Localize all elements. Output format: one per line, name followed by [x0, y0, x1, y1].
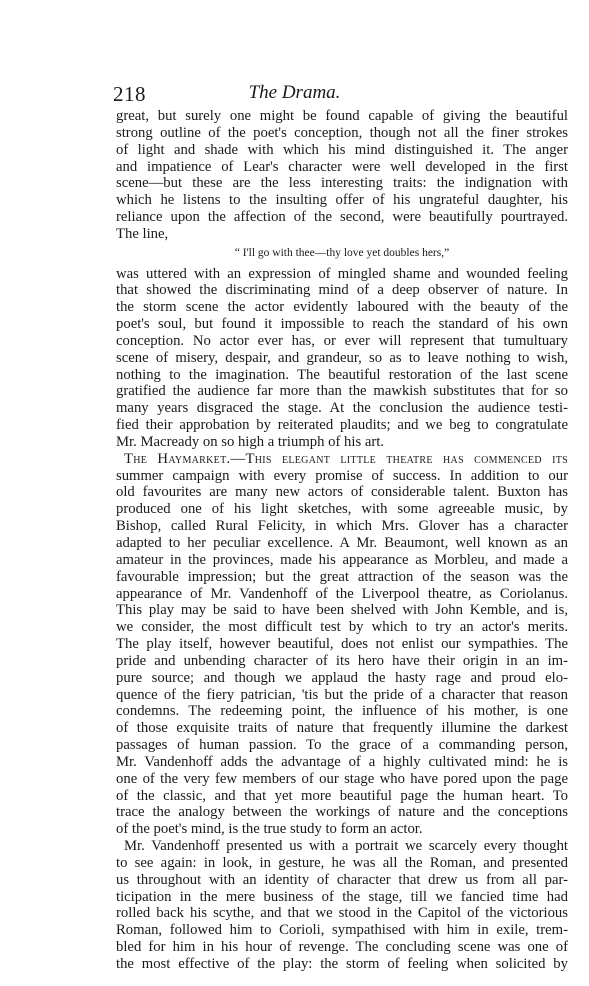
text-line: of light and shade with which his mind distinguished it. The anger — [116, 142, 568, 158]
text-line: trace the analogy between the workings of nature and the conceptions — [116, 804, 568, 820]
running-title: The Drama. — [248, 82, 341, 103]
text-line: appearance of Mr. Vandenhoff of the Liverpool theatre, as Coriolanus. — [116, 586, 568, 602]
page-header — [0, 0, 589, 110]
text-line: This play may be said to have been shelved with John Kemble, and is, — [116, 602, 568, 618]
text-line: quence of the fiery patrician, 'tis but the pride of a character that reason — [116, 687, 568, 703]
text-line: pure source; and though we applaud the hasty rage and proud elo- — [116, 670, 568, 686]
block-quote: “ I'll go with thee—thy love yet doubles hers,” — [234, 247, 450, 259]
text-line: old favourites are many new actors of considerable talent. Buxton has — [116, 484, 568, 500]
text-line: conception. No actor ever has, or ever will represent that tumultuary — [116, 333, 568, 349]
text-line: reliance upon the affection of the second, were beautifully pourtrayed. — [116, 209, 568, 225]
text-line: one of the very few members of our stage who have pored upon the page — [116, 771, 568, 787]
text-line: passages of human passion. To the grace of a commanding person, — [116, 737, 568, 753]
text-line: Mr. Vandenhoff presented us with a portrait we scarcely every thought — [124, 838, 568, 854]
text-line: condemns. The redeeming point, the influence of his mother, is one — [116, 703, 568, 719]
text-line: of the classic, and that yet more beautiful page the human heart. To — [116, 788, 568, 804]
text-line: and impatience of Lear's character were well developed in the first — [116, 159, 568, 175]
text-line: Mr. Macready on so high a triumph of his art. — [116, 434, 384, 450]
text-line: which he listens to the insulting offer of his ungrateful daughter, his — [116, 192, 568, 208]
text-line: us throughout with an identity of character that drew us from all par- — [116, 872, 568, 888]
text-line: produced one of his light sketches, with some agreeable music, by — [116, 501, 568, 517]
text-line: poet's soul, but found it impossible to reach the standard of his own — [116, 316, 568, 332]
text-line: The Haymarket.—This elegant little theatre has commenced its — [124, 451, 568, 467]
text-line: pride and unbending character of its hero have their origin in an im- — [116, 653, 568, 669]
text-line: we consider, the most difficult test by which to try an actor's merits. — [116, 619, 568, 635]
text-line: the storm scene the actor evidently laboured with the beauty of the — [116, 299, 568, 315]
text-line: The line, — [116, 226, 169, 242]
text-line: fied their approbation by reiterated plaudits; and we beg to congratulate — [116, 417, 568, 433]
text-line: nothing to the imagination. The beautiful restoration of the last scene — [116, 367, 568, 383]
text-line: gratified the audience far more than the mawkish substitutes that for so — [116, 383, 568, 399]
text-line: favourable impression; but the great attraction of the season was the — [116, 569, 568, 585]
text-line: Roman, followed him to Corioli, sympathised with him in exile, trem- — [116, 922, 568, 938]
text-line: that showed the discriminating mind of a deep observer of nature. In — [116, 282, 568, 298]
page-number: 218 — [113, 82, 146, 106]
text-line: rolled back his scythe, and that we stood in the Capitol of the victorious — [116, 905, 568, 921]
text-line: strong outline of the poet's conception, though not all the finer strokes — [116, 125, 568, 141]
text-line: scene of misery, despair, and grandeur, so as to leave nothing to wish, — [116, 350, 568, 366]
text-line: Bishop, called Rural Felicity, in which Mrs. Glover has a character — [116, 518, 568, 534]
text-line: scene—but these are the less interesting traits: the indignation with — [116, 175, 568, 191]
text-line: the most effective of the play: the storm of feeling when solicited by — [116, 956, 568, 972]
text-line: Mr. Vandenhoff adds the advantage of a highly cultivated mind: he is — [116, 754, 568, 770]
text-line: bled for him in his hour of revenge. The concluding scene was one of — [116, 939, 568, 955]
text-line: adapted to her peculiar excellence. A Mr. Beaumont, well known as an — [116, 535, 568, 551]
text-line: amateur in the provinces, made his appearance as Morbleu, and made a — [116, 552, 568, 568]
text-line: of the poet's mind, is the true study to form an actor. — [116, 821, 423, 837]
text-line: summer campaign with every promise of success. In addition to our — [116, 468, 568, 484]
text-line: of those exquisite traits of nature that frequently illumine the darkest — [116, 720, 568, 736]
text-line: was uttered with an expression of mingled shame and wounded feeling — [116, 266, 568, 282]
text-line: many years disgraced the stage. At the conclusion the audience testi- — [116, 400, 568, 416]
text-line: great, but surely one might be found capable of giving the beautiful — [116, 108, 568, 124]
text-line: to see again: in look, in gesture, he was all the Roman, and presented — [116, 855, 568, 871]
text-line: ticipation in the mere business of the stage, till we fancied time had — [116, 889, 568, 905]
text-line: The play itself, however beautiful, does not enlist our sympathies. The — [116, 636, 568, 652]
